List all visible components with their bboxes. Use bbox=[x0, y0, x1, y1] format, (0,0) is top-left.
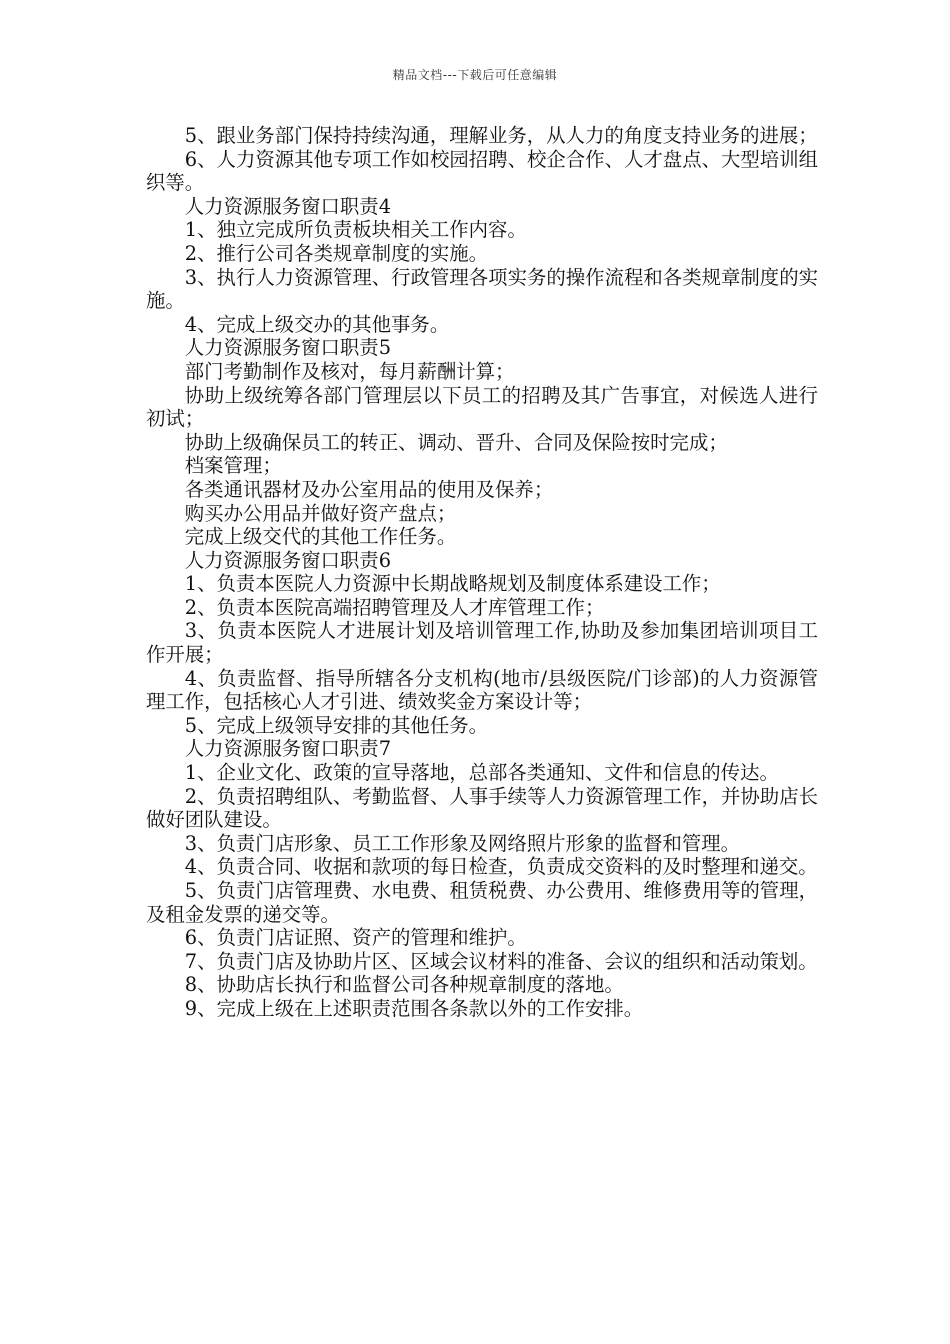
paragraph: 购买办公用品并做好资产盘点； bbox=[184, 501, 457, 525]
paragraph: 8、协助店长执行和监督公司各种规章制度的落地。 bbox=[184, 973, 624, 997]
paragraph: 2、负责本医院高端招聘管理及人才库管理工作； bbox=[184, 595, 605, 619]
paragraph: 5、负责门店管理费、水电费、租赁税费、办公费用、维修费用等的管理，及租金发票的递交等。 bbox=[146, 879, 818, 926]
paragraph: 协助上级统筹各部门管理层以下员工的招聘及其广告事宜，对候选人进行初试； bbox=[146, 383, 818, 431]
paragraph: 2、负责招聘组队、考勤监督、人事手续等人力资源管理工作，并协助店长做好团队建设。 bbox=[146, 784, 818, 832]
paragraph: 6、人力资源其他专项工作如校园招聘、校企合作、人才盘点、大型培训组织等。 bbox=[146, 147, 818, 195]
paragraph: 3、负责本医院人才进展计划及培训管理工作,协助及参加集团培训项目工作开展； bbox=[146, 619, 818, 667]
page-header: 精品文档---下载后可任意编辑 bbox=[392, 68, 558, 82]
paragraph: 1、负责本医院人力资源中长期战略规划及制度体系建设工作； bbox=[184, 572, 721, 596]
paragraph: 1、企业文化、政策的宣导落地，总部各类通知、文件和信息的传达。 bbox=[184, 761, 779, 785]
paragraph: 各类通讯器材及办公室用品的使用及保养； bbox=[184, 477, 554, 501]
section-heading: 人力资源服务窗口职责5 bbox=[184, 336, 392, 360]
paragraph: 完成上级交代的其他工作任务。 bbox=[184, 525, 457, 549]
paragraph: 4、负责监督、指导所辖各分支机构(地市/县级医院/门诊部)的人力资源管理工作，包括核心人才引进、绩效奖金方案设计等； bbox=[146, 666, 818, 714]
section-heading: 人力资源服务窗口职责4 bbox=[184, 194, 392, 218]
paragraph: 3、执行人力资源管理、行政管理各项实务的操作流程和各类规章制度的实施。 bbox=[146, 265, 818, 313]
paragraph: 2、推行公司各类规章制度的实施。 bbox=[184, 241, 488, 265]
paragraph: 6、负责门店证照、资产的管理和维护。 bbox=[184, 926, 527, 950]
paragraph: 7、负责门店及协助片区、区域会议材料的准备、会议的组织和活动策划。 bbox=[184, 949, 818, 973]
paragraph: 9、完成上级在上述职责范围各条款以外的工作安排。 bbox=[184, 996, 644, 1020]
paragraph: 部门考勤制作及核对，每月薪酬计算； bbox=[184, 359, 515, 383]
paragraph: 4、负责合同、收据和款项的每日检查，负责成交资料的及时整理和递交。 bbox=[184, 855, 818, 879]
paragraph: 5、跟业务部门保持持续沟通，理解业务，从人力的角度支持业务的进展； bbox=[184, 124, 818, 147]
section-heading: 人力资源服务窗口职责7 bbox=[184, 737, 392, 761]
paragraph: 4、完成上级交办的其他事务。 bbox=[184, 312, 450, 336]
paragraph: 5、完成上级领导安排的其他任务。 bbox=[184, 713, 488, 737]
section-heading: 人力资源服务窗口职责6 bbox=[184, 548, 392, 572]
paragraph: 3、负责门店形象、员工工作形象及网络照片形象的监督和管理。 bbox=[184, 831, 741, 855]
paragraph: 协助上级确保员工的转正、调动、晋升、合同及保险按时完成； bbox=[184, 430, 728, 454]
paragraph: 1、独立完成所负责板块相关工作内容。 bbox=[184, 218, 527, 242]
document-body bbox=[146, 124, 818, 1021]
paragraph: 档案管理； bbox=[184, 454, 282, 478]
